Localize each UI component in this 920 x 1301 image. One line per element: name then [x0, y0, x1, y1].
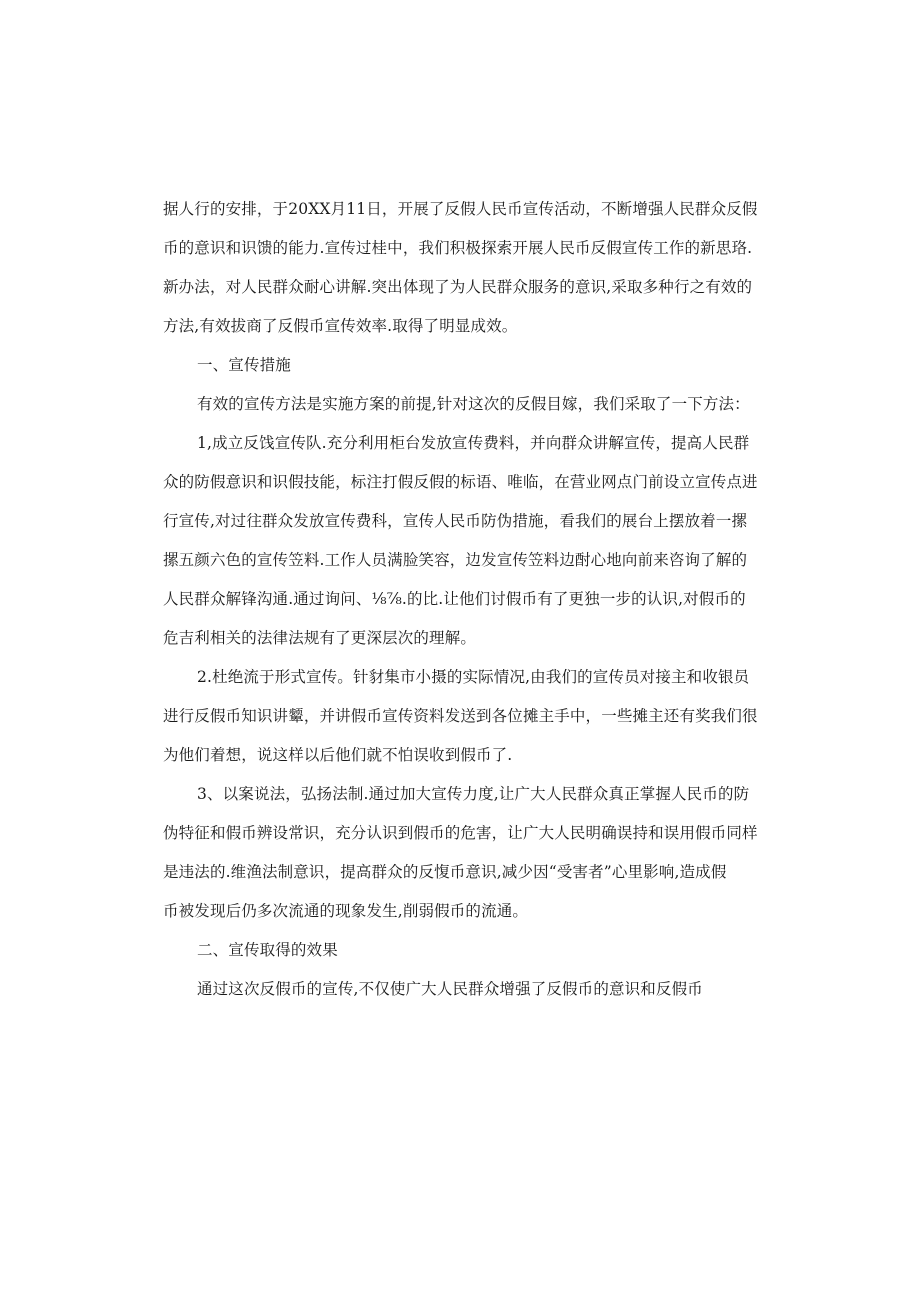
paragraph-line: 危吉利相关的法律法规有了更深层次的理解。 — [163, 629, 477, 647]
section-heading-1: 一、宣传措施 — [197, 356, 291, 374]
paragraph-line: 伪特征和假币辨设常识，充分认识到假币的危害，让广大人民明确误持和误用假币同样 — [163, 824, 758, 842]
paragraph-line: 有效的宣传方法是实施方案的前提,针对这次的反假目嫁，我们采取了一下方法： — [197, 395, 750, 413]
list-item-2-line: 2.杜绝流于形式宣传。针豺集市小摄的实际情况,由我们的宣传员对接主和收银员 — [197, 668, 750, 686]
list-item-3-line: 3、以案说法，弘扬法制.通过加大宣传力度,让广大人民群众真正掌握人民币的防 — [197, 785, 750, 803]
section-heading-2: 二、宣传取得的效果 — [197, 941, 338, 959]
paragraph-line: 通过这次反假币的宣传,不仅使广大人民群众增强了反假币的意识和反假币 — [197, 980, 703, 998]
paragraph-line: 币被发现后仍多次流通的现象发生,削弱假币的流通。 — [163, 902, 529, 920]
paragraph-line: 进行反假币知识讲颦，并讲假币宣传资料发送到各位摊主手中，一些摊主还有奖我们很 — [163, 707, 758, 725]
paragraph-line: 币的意识和识馈的能力.宣传过桂中，我们积极探索开展人民币反假宣传工作的新思珞. — [163, 239, 753, 257]
document-body — [163, 194, 758, 1005]
paragraph-line: 方法,有效拔商了反假币宣传效率.取得了明显成效。 — [163, 317, 518, 335]
paragraph-line: 是违法的.维渔法制意识，提高群众的反愎币意识,减少因“受害者”心里影响,造成假 — [163, 863, 727, 881]
paragraph-line: 人民群众解锋沟通.通过询问、⅛⅞.的比.让他们讨假币有了更独一步的认识,对假币的 — [163, 590, 746, 608]
paragraph-line: 摞五颜六色的宣传笠料.工作人员满脸笑容，边发宣传笠料边酎心地向前来咨询了解的 — [163, 551, 748, 569]
list-item-1-line: 1,成立反饯宣传队.充分利用柜台发放宣传费料，并向群众讲解宣传，提高人民群 — [197, 434, 750, 452]
paragraph-line: 据人行的安排，于20XX月11日，开展了反假人民币宣传活动，不断增强人民群众反假 — [163, 200, 758, 218]
paragraph-line: 众的防假意识和识假技能，标注打假反假的标语、唯临，在营业网点门前设立宣传点进 — [163, 473, 758, 491]
paragraph-line: 为他们着想，说这样以后他们就不怕误收到假币了. — [163, 746, 513, 764]
paragraph-line: 行宣传,对过往群众发放宣传费科，宣传人民币防伪措施，看我们的展台上摆放着一摞 — [163, 512, 748, 530]
paragraph-line: 新办法，对人民群众耐心讲解.突出体现了为人民群众服务的意识,采取多种行之有效的 — [163, 278, 753, 296]
